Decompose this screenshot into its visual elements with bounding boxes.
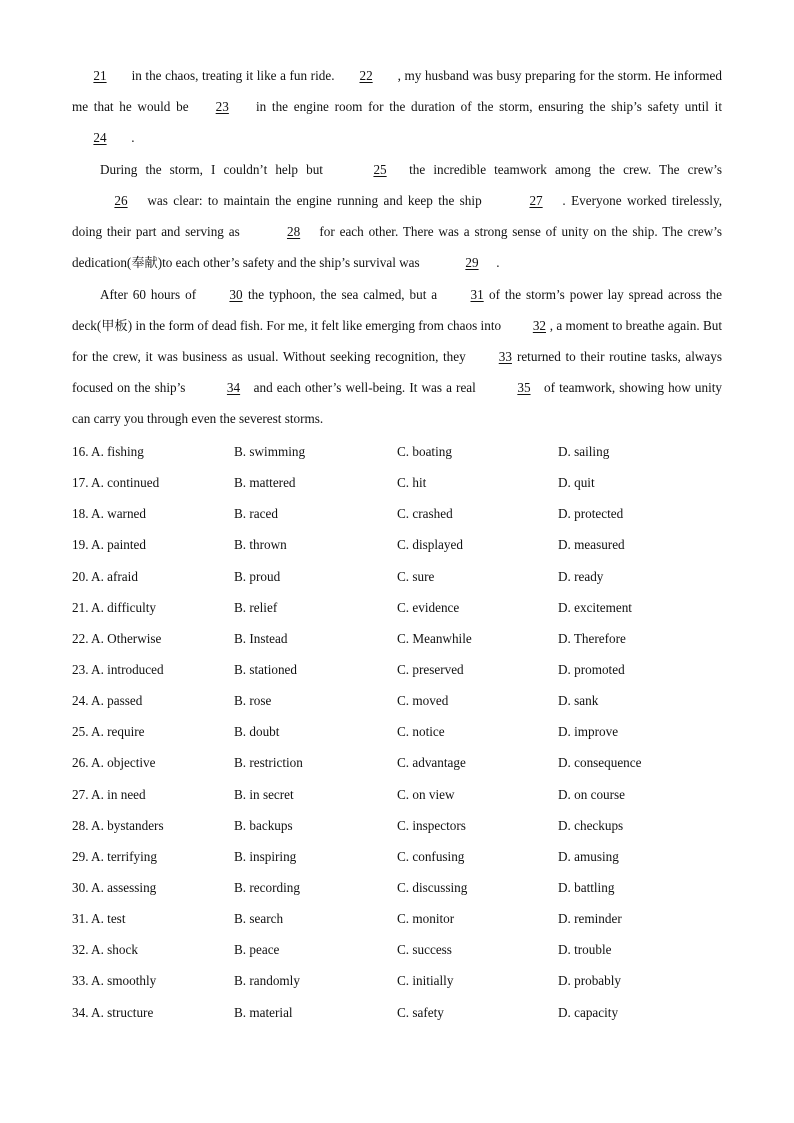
option-c: C. initially bbox=[397, 973, 454, 989]
passage-paragraph-2 bbox=[72, 154, 722, 278]
option-c: C. discussing bbox=[397, 879, 468, 895]
option-c: C. boating bbox=[397, 444, 452, 459]
answer-options-list bbox=[72, 436, 732, 1028]
blank-24: 24 bbox=[93, 130, 107, 145]
option-b: B. material bbox=[234, 1004, 293, 1020]
option-a: 32. A. shock bbox=[72, 942, 138, 958]
option-c: C. displayed bbox=[397, 537, 463, 553]
option-d: D. consequence bbox=[558, 755, 642, 771]
option-a: 31. A. test bbox=[72, 911, 126, 927]
option-d: D. ready bbox=[558, 568, 604, 584]
passage-text: the typhoon, the sea calmed, but a bbox=[243, 287, 443, 302]
option-c: C. monitor bbox=[397, 911, 455, 927]
option-c: C. advantage bbox=[397, 755, 466, 771]
option-c: C. preserved bbox=[397, 661, 464, 677]
option-a: 19. A. painted bbox=[72, 537, 146, 553]
passage-text: of the storm’s power lay spread across the deck(甲板) in the form of dead fish. For me, it felt like emerging from chaos into bbox=[72, 287, 722, 333]
question-row bbox=[72, 529, 732, 560]
option-c: C. hit bbox=[397, 475, 427, 491]
option-a: 20. A. afraid bbox=[72, 568, 138, 584]
passage-text: , my husband was busy preparing for the storm. He informed me that he would be bbox=[72, 68, 722, 114]
question-row bbox=[72, 997, 732, 1028]
option-d: D. excitement bbox=[558, 599, 632, 615]
option-b: B. backups bbox=[234, 817, 293, 833]
option-a: 18. A. warned bbox=[72, 506, 146, 522]
option-b: B. proud bbox=[234, 568, 281, 584]
option-a: 24. A. passed bbox=[72, 693, 143, 709]
option-b: B. randomly bbox=[234, 973, 300, 989]
option-c: C. success bbox=[397, 942, 452, 958]
option-a: 21. A. difficulty bbox=[72, 599, 157, 615]
option-c: C. Meanwhile bbox=[397, 630, 472, 646]
passage-paragraph-1 bbox=[72, 60, 722, 153]
question-row bbox=[72, 810, 732, 841]
passage-text: During the storm, I couldn’t help but bbox=[100, 162, 332, 177]
option-d: D. Therefore bbox=[558, 630, 626, 646]
option-a: 28. A. bystanders bbox=[72, 817, 164, 833]
question-row bbox=[72, 779, 732, 810]
option-a: 22. A. Otherwise bbox=[72, 630, 162, 646]
option-d: D. promoted bbox=[558, 661, 625, 677]
question-row bbox=[72, 872, 732, 903]
blank-32: 32 bbox=[532, 318, 546, 333]
option-b: B. swimming bbox=[234, 444, 306, 459]
option-a: 27. A. in need bbox=[72, 786, 146, 802]
blank-26: 26 bbox=[114, 193, 128, 208]
blank-23: 23 bbox=[215, 99, 229, 114]
option-d: D. battling bbox=[558, 879, 615, 895]
question-row bbox=[72, 841, 732, 872]
question-row bbox=[72, 467, 732, 498]
question-row bbox=[72, 498, 732, 529]
passage-text: the incredible teamwork among the crew. The crew’s bbox=[401, 162, 723, 177]
option-b: B. inspiring bbox=[234, 848, 297, 864]
blank-25: 25 bbox=[373, 162, 387, 177]
blank-30: 30 bbox=[229, 287, 243, 302]
option-a: 26. A. objective bbox=[72, 755, 156, 771]
blank-22: 22 bbox=[359, 68, 373, 83]
option-d: D. sank bbox=[558, 693, 599, 709]
option-a: 33. A. smoothly bbox=[72, 973, 157, 989]
option-b: B. mattered bbox=[234, 475, 296, 491]
option-b: B. doubt bbox=[234, 724, 280, 740]
option-b: B. Instead bbox=[234, 630, 288, 646]
option-a: 29. A. terrifying bbox=[72, 848, 157, 864]
question-row bbox=[72, 747, 732, 778]
option-c: C. inspectors bbox=[397, 817, 466, 833]
option-d: D. measured bbox=[558, 537, 625, 553]
option-c: C. on view bbox=[397, 786, 455, 802]
blank-28: 28 bbox=[286, 224, 301, 239]
question-row bbox=[72, 716, 732, 747]
question-row bbox=[72, 965, 732, 996]
passage-text: returned to their routine tasks, always focused on the ship’s bbox=[72, 349, 722, 395]
option-a: 17. A. continued bbox=[72, 475, 160, 491]
question-row bbox=[72, 654, 732, 685]
option-c: C. notice bbox=[397, 724, 445, 740]
passage-text: . bbox=[128, 130, 135, 145]
option-b: B. relief bbox=[234, 599, 278, 615]
option-d: D. probably bbox=[558, 973, 621, 989]
question-row bbox=[72, 903, 732, 934]
option-d: D. amusing bbox=[558, 848, 619, 864]
option-d: D. capacity bbox=[558, 1004, 619, 1020]
option-b: B. stationed bbox=[234, 661, 298, 677]
question-row bbox=[72, 592, 732, 623]
blank-27: 27 bbox=[529, 193, 543, 208]
option-b: B. rose bbox=[234, 693, 272, 709]
passage-text: in the engine room for the duration of the storm, ensuring the ship’s safety until it bbox=[250, 99, 723, 114]
question-row bbox=[72, 623, 732, 654]
passage-text: . Everyone worked tirelessly, doing their part and serving as bbox=[72, 193, 722, 239]
option-b: B. peace bbox=[234, 942, 280, 958]
question-row bbox=[72, 436, 732, 467]
passage-text: of teamwork, showing how unity can carry you through even the severest storms. bbox=[72, 380, 722, 426]
blank-21: 21 bbox=[93, 68, 107, 83]
option-b: B. raced bbox=[234, 506, 278, 522]
option-c: C. crashed bbox=[397, 506, 453, 522]
question-row bbox=[72, 561, 732, 592]
option-a: 16. A. fishing bbox=[72, 444, 144, 459]
passage-text: and each other’s well-being. It was a real bbox=[249, 380, 480, 395]
option-d: D. on course bbox=[558, 786, 626, 802]
passage-text: . bbox=[492, 255, 500, 270]
option-c: C. safety bbox=[397, 1004, 444, 1020]
option-b: B. recording bbox=[234, 879, 300, 895]
option-d: D. improve bbox=[558, 724, 619, 740]
option-b: B. in secret bbox=[234, 786, 294, 802]
option-d: D. protected bbox=[558, 506, 624, 522]
blank-33: 33 bbox=[498, 349, 512, 364]
question-row bbox=[72, 934, 732, 965]
passage-text: After 60 hours of bbox=[100, 287, 202, 302]
option-b: B. thrown bbox=[234, 537, 287, 553]
option-a: 25. A. require bbox=[72, 724, 145, 740]
blank-29: 29 bbox=[465, 255, 479, 270]
option-d: D. sailing bbox=[558, 444, 610, 459]
passage-text: for each other. There was a strong sense of unity on the ship. The crew’s dedication(奉献)to each other’s safety and the ship’s survival was bbox=[72, 224, 723, 270]
option-d: D. trouble bbox=[558, 942, 612, 958]
option-a: 23. A. introduced bbox=[72, 661, 164, 677]
passage-paragraph-3 bbox=[72, 279, 722, 434]
option-b: B. search bbox=[234, 911, 284, 927]
option-c: C. moved bbox=[397, 693, 449, 709]
blank-31: 31 bbox=[470, 287, 484, 302]
blank-34: 34 bbox=[226, 380, 241, 395]
option-a: 34. A. structure bbox=[72, 1004, 154, 1020]
passage-text: was clear: to maintain the engine running and keep the ship bbox=[142, 193, 488, 208]
option-b: B. restriction bbox=[234, 755, 303, 771]
passage-text: in the chaos, treating it like a fun ride. bbox=[128, 68, 339, 83]
option-d: D. checkups bbox=[558, 817, 624, 833]
option-c: C. confusing bbox=[397, 848, 465, 864]
blank-35: 35 bbox=[517, 380, 531, 395]
question-row bbox=[72, 685, 732, 716]
passage-text: , a moment to breathe again. But for the crew, it was business as usual. Without seeking recognition, they bbox=[72, 318, 723, 364]
option-d: D. reminder bbox=[558, 911, 622, 927]
option-c: C. evidence bbox=[397, 599, 460, 615]
option-d: D. quit bbox=[558, 475, 595, 491]
option-c: C. sure bbox=[397, 568, 435, 584]
option-a: 30. A. assessing bbox=[72, 879, 157, 895]
